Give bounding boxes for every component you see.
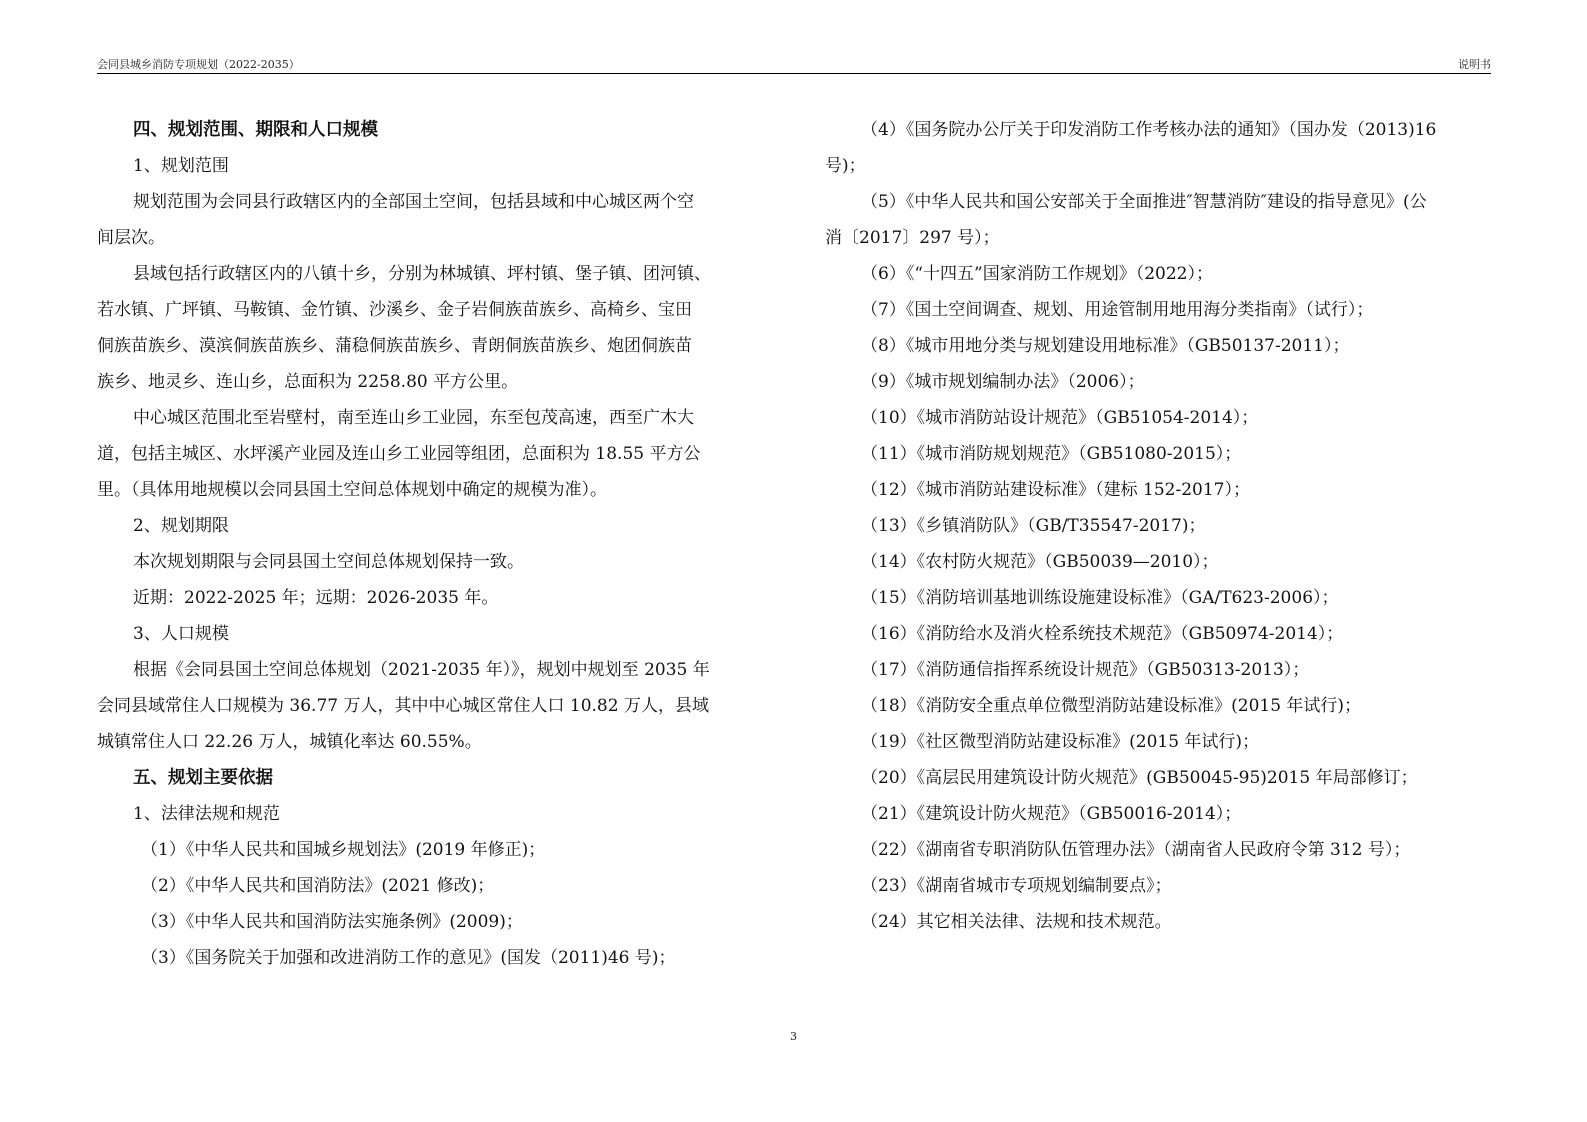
reference-item: （3）《国务院关于加强和改进消防工作的意见》(国发（2011)46 号)； <box>141 948 676 968</box>
paragraph-line: （19）《社区微型消防站建设标准》(2015 年试行)； <box>861 732 1260 752</box>
paragraph-continuation: 道，包括主城区、水坪溪产业园及连山乡工业园等组团，总面积为 18.55 平方公 <box>97 444 701 464</box>
paragraph-line: （9）《城市规划编制办法》（2006）； <box>861 372 1145 392</box>
right-column <box>825 112 1490 940</box>
paragraph-line: （21）《建筑设计防火规范》（GB50016-2014）； <box>861 804 1242 824</box>
subsection-heading: 3、人口规模 <box>133 624 229 644</box>
paragraph-line: （23）《湖南省城市专项规划编制要点》； <box>861 876 1172 896</box>
paragraph-line: 本次规划期限与会同县国土空间总体规划保持一致。 <box>133 552 524 572</box>
paragraph-line: （5）《中华人民共和国公安部关于全面推进″智慧消防″建设的指导意见》(公 <box>861 192 1427 212</box>
paragraph-line: （22）《湖南省专职消防队伍管理办法》（湖南省人民政府令第 312 号）； <box>861 840 1411 860</box>
header-doc-type: 说明书 <box>1458 58 1491 71</box>
page-number: 3 <box>790 1030 797 1043</box>
paragraph-continuation: 城镇常住人口 22.26 万人，城镇化率达 60.55%。 <box>97 732 482 752</box>
paragraph-line: （8）《城市用地分类与规划建设用地标准》（GB50137-2011）； <box>861 336 1350 356</box>
paragraph-line: （10）《城市消防站设计规范》（GB51054-2014）； <box>861 408 1259 428</box>
reference-item: （3）《中华人民共和国消防法实施条例》(2009)； <box>141 912 523 932</box>
subsection-heading: 1、法律法规和规范 <box>133 804 280 824</box>
paragraph-line: （4）《国务院办公厅关于印发消防工作考核办法的通知》（国办发（2013)16 <box>861 120 1437 140</box>
paragraph-continuation: 侗族苗族乡、漠滨侗族苗族乡、蒲稳侗族苗族乡、青朗侗族苗族乡、炮团侗族苗 <box>97 336 692 356</box>
paragraph-line: （18）《消防安全重点单位微型消防站建设标准》(2015 年试行)； <box>861 696 1362 716</box>
paragraph-line: （16）《消防给水及消火栓系统技术规范》（GB50974-2014）； <box>861 624 1344 644</box>
paragraph-line: （12）《城市消防站建设标准》（建标 152-2017）； <box>861 480 1250 500</box>
paragraph-continuation: 若水镇、广坪镇、马鞍镇、金竹镇、沙溪乡、金子岩侗族苗族乡、高椅乡、宝田 <box>97 300 692 320</box>
section-heading: 五、规划主要依据 <box>133 768 273 788</box>
paragraph-line: 规划范围为会同县行政辖区内的全部国土空间，包括县域和中心城区两个空 <box>133 192 694 212</box>
subsection-heading: 1、规划范围 <box>133 156 229 176</box>
paragraph-line: （15）《消防培训基地训练设施建设标准》（GA/T623-2006）； <box>861 588 1339 608</box>
paragraph-continuation: 族乡、地灵乡、连山乡，总面积为 2258.80 平方公里。 <box>97 372 519 392</box>
paragraph-line: （17）《消防通信指挥系统设计规范》（GB50313-2013）； <box>861 660 1310 680</box>
section-heading: 四、规划范围、期限和人口规模 <box>133 120 378 140</box>
reference-item: （1）《中华人民共和国城乡规划法》(2019 年修正)； <box>141 840 546 860</box>
paragraph-continuation: 里。（具体用地规模以会同县国土空间总体规划中确定的规模为准）。 <box>97 480 607 500</box>
paragraph-line: （14）《农村防火规范》（GB50039—2010）； <box>861 552 1219 572</box>
paragraph-line: 根据《会同县国土空间总体规划（2021-2035 年）》，规划中规划至 2035 年 <box>133 660 710 680</box>
paragraph-continuation: 消〔2017〕297 号）； <box>825 228 1000 248</box>
left-column <box>97 112 757 976</box>
paragraph-line: 中心城区范围北至岩壁村，南至连山乡工业园，东至包茂高速，西至广木大 <box>133 408 694 428</box>
paragraph-line: 近期：2022-2025 年；远期：2026-2035 年。 <box>133 588 499 608</box>
subsection-heading: 2、规划期限 <box>133 516 229 536</box>
header-title: 会同县城乡消防专项规划（2022-2035） <box>97 58 300 71</box>
paragraph-line: （7）《国土空间调查、规划、用途管制用地用海分类指南》（试行）； <box>861 300 1374 320</box>
paragraph-continuation: 会同县域常住人口规模为 36.77 万人，其中中心城区常住人口 10.82 万人，县域 <box>97 696 709 716</box>
reference-item: （2）《中华人民共和国消防法》(2021 修改)； <box>141 876 495 896</box>
page-header <box>97 54 1491 72</box>
paragraph-line: （11）《城市消防规划规范》（GB51080-2015）； <box>861 444 1242 464</box>
header-divider <box>97 73 1491 74</box>
paragraph-continuation: 号)； <box>825 156 866 176</box>
paragraph-line: （6）《“十四五”国家消防工作规划》（2022）； <box>861 264 1213 284</box>
paragraph-line: （20）《高层民用建筑设计防火规范》(GB50045-95)2015 年局部修订； <box>861 768 1418 788</box>
paragraph-line: 县域包括行政辖区内的八镇十乡，分别为林城镇、坪村镇、堡子镇、团河镇、 <box>133 264 711 284</box>
paragraph-line: （24）其它相关法律、法规和技术规范。 <box>861 912 1172 932</box>
paragraph-line: （13）《乡镇消防队》（GB/T35547-2017)； <box>861 516 1206 536</box>
paragraph-continuation: 间层次。 <box>97 228 165 248</box>
